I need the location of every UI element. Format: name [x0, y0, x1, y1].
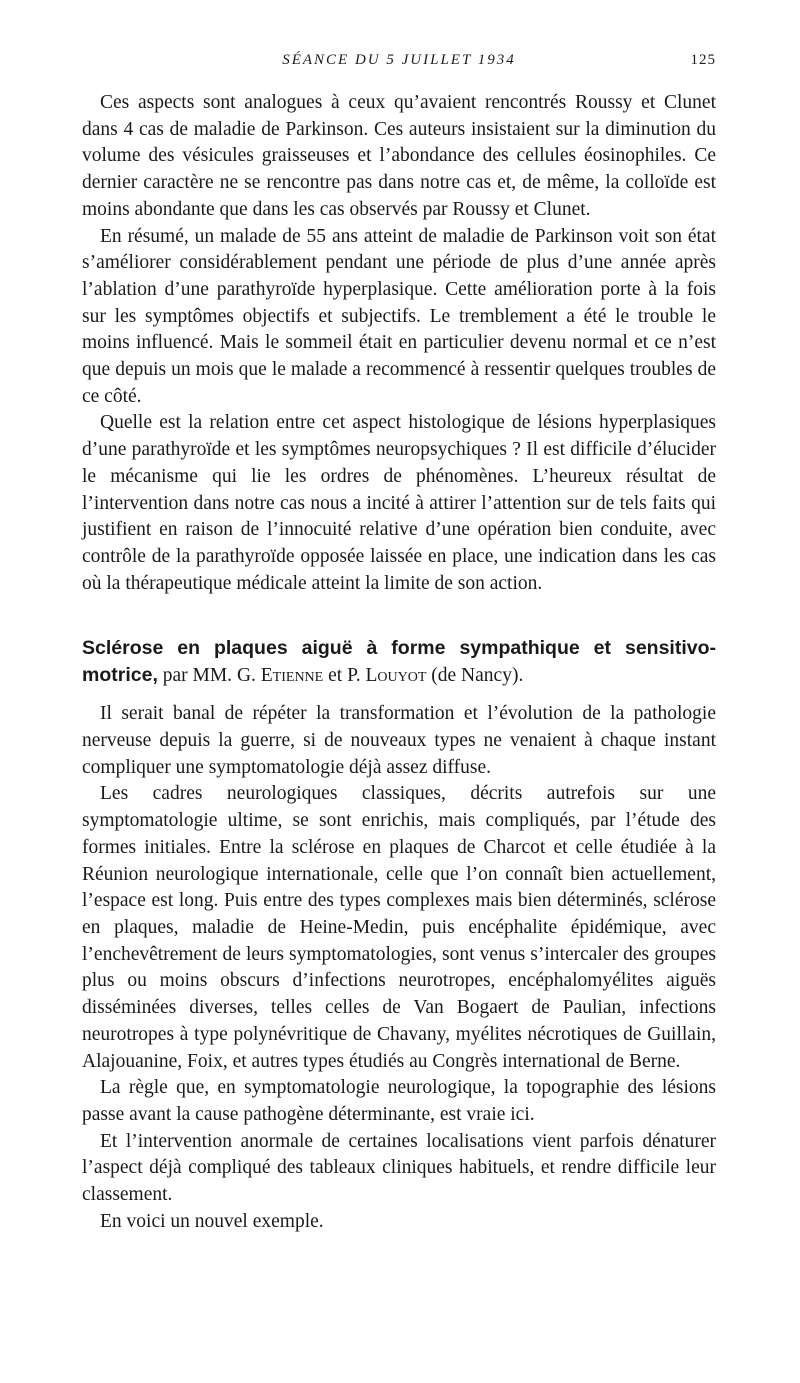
author-etienne: G. Etienne: [236, 665, 324, 687]
paragraph-roussy-clunet: Ces aspects sont analogues à ceux qu’avaient rencontrés Roussy et Clunet dans 4 cas de maladie de Parkinson. Ces auteurs insistaient sur la diminution du volume des vésicules graisseuses et l’abondance des cellules éosinophiles. Ce dernier caractère ne se rencontre pas dans notre cas et, de même, la colloïde est moins abondante que dans les cas observés par Roussy et Clunet.: [82, 92, 716, 220]
paragraph-exemple: En voici un nouvel exemple.: [100, 1210, 324, 1232]
authors-prefix: par MM.: [157, 665, 237, 687]
author-louyot: P. Louyot: [347, 665, 427, 687]
paragraph-intervention: Et l’intervention anormale de certaines localisations vient parfois dénaturer l’aspect déjà compliqué des tableaux cliniques habituels, et rendre difficile leur classement.: [82, 1130, 716, 1206]
article-body: [82, 90, 716, 1235]
paragraph-banal: Il serait banal de répéter la transformation et l’évolution de la pathologie nerveuse depuis la guerre, si de nouveaux types ne venaient à chaque instant compliquer une symptomatologie déjà assez diffuse.: [82, 703, 716, 778]
paragraph-regle: La règle que, en symptomatologie neurologique, la topographie des lésions passe avant la cause pathogène déterminante, est vraie ici.: [82, 1077, 716, 1125]
section-title: Sclérose en plaques aiguë à forme sympathique et sensitivo-motrice,: [82, 637, 716, 687]
paragraph-resume: En résumé, un malade de 55 ans atteint de maladie de Parkinson voit son état s’améliorer considérablement pendant une période de plus d’une année après l’ablation d’une parathyroïde hyperplasique. Cette amélioration porte à la fois sur les symptômes objectifs et subjectifs. Le tremblement a été le trouble le moins influencé. Mais le sommeil était en particulier devenu normal et ce n’est que depuis un mois que le malade a recommencé à ressentir quelques troubles de ce côté.: [82, 225, 716, 407]
authors-and: et: [323, 665, 348, 687]
paragraph-relation: Quelle est la relation entre cet aspect histologique de lésions hyperplasiques d’une parathyroïde et les symptômes neuropsychiques ? Il est difficile d’élucider le mécanisme qui lie les ordres de phénomènes. L’heureux résultat de l’intervention dans notre cas nous a incité à attirer l’attention sur de tels faits qui justifient en raison de l’innocuité relative d’une opération bien conduite, avec contrôle de la parathyroïde opposée laissée en place, une indication dans les cas où la thérapeutique médicale atteint la limite de son action.: [82, 412, 716, 594]
section-heading: [82, 635, 716, 689]
running-head: [82, 52, 716, 72]
running-title: SÉANCE DU 5 JUILLET 1934: [282, 52, 516, 68]
affiliation: (de Nancy).: [426, 665, 524, 687]
page-number: 125: [690, 52, 716, 68]
paragraph-cadres: Les cadres neurologiques classiques, décrits autrefois sur une symptomatologie ultime, se sont enrichis, mais compliqués, par l’étude des formes initiales. Entre la sclérose en plaques de Charcot et celle étudiée à la Réunion neurologique internationale, celle que l’on connaît bien actuellement, l’espace est long. Puis entre des types complexes mais bien déterminés, sclérose en plaques, maladie de Heine-Medin, puis encéphalite épidémique, avec l’enchevêtrement de leurs symptomatologies, sont venus s’intercaler des groupes plus ou moins obscurs d’infections neurotropes, encéphalomyélites aiguës disséminées diverses, telles celles de Van Bogaert de Paulian, infections neurotropes à type polynévritique de Chavany, myélites nécrotiques de Guillain, Alajouanine, Foix, et autres types étudiés au Congrès international de Berne.: [82, 783, 716, 1072]
